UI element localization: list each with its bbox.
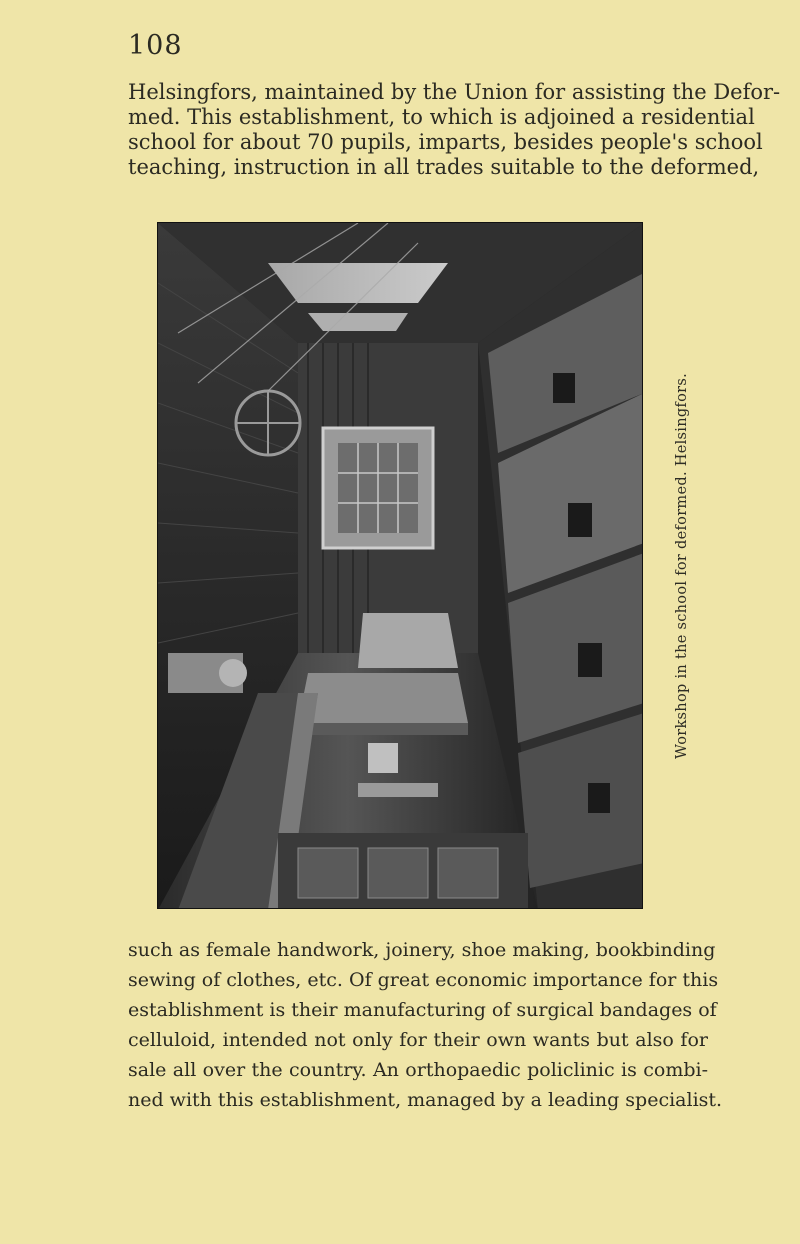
text-line: teaching, instruction in all trades suitable to the deformed, <box>128 155 760 179</box>
top-paragraph <box>128 80 781 180</box>
figure-caption <box>670 222 694 909</box>
workshop-photograph <box>157 222 643 909</box>
bottom-paragraph <box>128 935 723 1115</box>
text-line: school for about 70 pupils, imparts, besides people's school <box>128 130 763 154</box>
text-line: med. This establishment, to which is adjoined a residential <box>128 105 755 129</box>
page-number: 108 <box>128 30 183 61</box>
text-line: sewing of clothes, etc. Of great economic importance for this <box>128 969 719 991</box>
caption-text: Workshop in the school for deformed. Helsingfors. <box>674 372 691 759</box>
text-line: establishment is their manufacturing of surgical bandages of <box>128 999 717 1021</box>
text-line: sale all over the country. An orthopaedic policlinic is combi- <box>128 1059 708 1081</box>
text-line: such as female handwork, joinery, shoe making, bookbinding <box>128 939 716 961</box>
text-line: Helsingfors, maintained by the Union for assisting the Defor- <box>128 80 781 104</box>
text-line: ned with this establishment, managed by a leading specialist. <box>128 1089 723 1111</box>
text-line: celluloid, intended not only for their own wants but also for <box>128 1029 708 1051</box>
